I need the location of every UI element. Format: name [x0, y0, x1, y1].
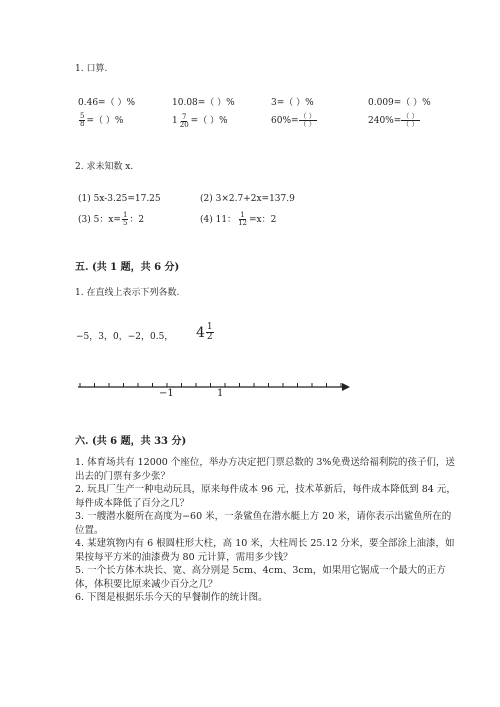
- q1-item-3: 3=（ ）%: [271, 98, 314, 108]
- axis-label-neg1: −1: [159, 388, 174, 399]
- section6-item-1: 1. 体育场共有 12000 个座位，举办方决定把门票总数的 3%免费送给福利院的孩子们，送出去的门票有多少张？: [75, 457, 455, 482]
- mixed-number: 4 $\frac{1}{2}$: [196, 322, 213, 342]
- q1-item-7: 60%= $\frac{( )}{( )}$: [271, 112, 316, 128]
- number-line: [70, 375, 360, 405]
- q1-item-4: 0.009=（ ）%: [368, 98, 431, 108]
- q2-eq-3: (3) 5：x= $\frac{1}{5}$ ：2: [78, 211, 145, 227]
- q2-eq-2: (2) 3×2.7+2x=137.9: [200, 194, 295, 204]
- q1-item-5: $\frac{5}{8}$ =（ ）%: [80, 112, 124, 128]
- section6-heading: 六. (共 6 题，共 33 分): [75, 436, 187, 447]
- section5-q1: 1. 在直线上表示下列各数.: [75, 288, 180, 298]
- q2-title: 2. 求未知数 x.: [75, 162, 134, 172]
- section6-item-4: 4. 某建筑物内有 6 根圆柱形大柱，高 10 米，大柱周长 25.12 分米，要全部涂上油漆，如果按每平方米的油漆费为 80 元计算，需用多少钱？: [75, 538, 455, 563]
- q1-title: 1. 口算.: [75, 64, 108, 74]
- section6-item-2: 2. 玩具厂生产一种电动玩具，原来每件成本 96 元，技术革新后，每件成本降低到 84 元，每件成本降低了百分之几？: [75, 484, 456, 509]
- section6-item-3: 3. 一艘潜水艇所在高度为−60 米，一条鲨鱼在潜水艇上方 20 米，请你表示出鲨鱼所在的位置。: [75, 511, 452, 536]
- section6-item-5: 5. 一个长方体木块长、宽、高分别是 5cm、4cm、3cm，如果用它锯成一个最大的正方体，体积要比原来减少百分之几？: [75, 565, 446, 590]
- q1-item-2: 10.08=（ ）%: [172, 98, 235, 108]
- axis-label-1: 1: [217, 388, 224, 399]
- q1-item-8: 240%= $\frac{( )}{( )}$: [368, 112, 419, 128]
- number-line-ticks: [80, 383, 341, 387]
- q2-eq-1: (1) 5x-3.25=17.25: [78, 194, 161, 204]
- section5-heading: 五. (共 1 题，共 6 分): [75, 262, 180, 273]
- number-list: −5，3，0，−2，0.5，: [76, 332, 174, 342]
- q1-item-6: 1 $\frac{7}{20}$ =（ ）%: [172, 112, 228, 129]
- q1-item-1: 0.46=（ ）%: [78, 98, 135, 108]
- section6-item-6: 6. 下图是根据乐乐今天的早餐制作的统计图。: [75, 592, 268, 603]
- number-line-arrow: [342, 383, 350, 391]
- q2-eq-4: (4) 11： $\frac{1}{12}$ =x：2: [200, 211, 277, 227]
